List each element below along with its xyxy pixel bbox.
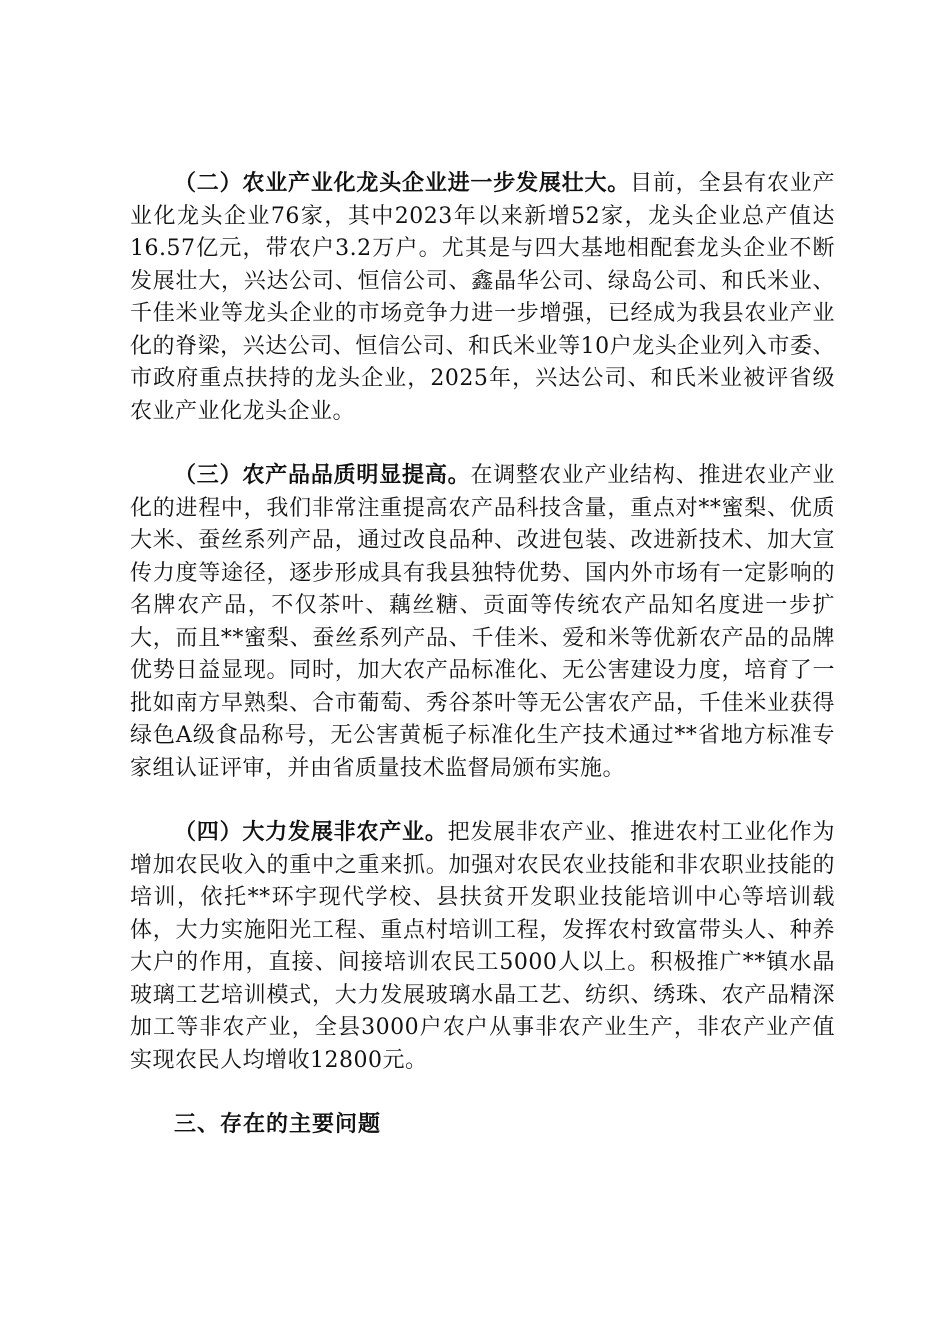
document-page (130, 168, 835, 1142)
paragraph-body: 把发展非农产业、推进农村工业化作为增加农民收入的重中之重来抓。加强对农民农业技能和非农职业技能的培训，依托**环宇现代学校、县扶贫开发职业技能培训中心等培训载体，大力实施阳光工程、重点村培训工程，发挥农村致富带头人、种养大户的作用，直接、间接培训农民工5000人以上。积极推广**镇水晶玻璃工艺培训模式，大力发展玻璃水晶工艺、纺织、绣珠、农产品精深加工等非农产业，全县3000户农户从事非农产业生产，非农产业产值实现农民人均增收12800元。 (130, 820, 835, 1073)
paragraph-heading: （二）农业产业化龙头企业进一步发展壮大。 (174, 171, 631, 196)
paragraph-leading-enterprises (130, 168, 835, 428)
paragraph-body: 在调整农业产业结构、推进农业产业化的进程中，我们非常注重提高农产品科技含量，重点对**蜜梨、优质大米、蚕丝系列产品，通过改良品种、改进包装、改进新技术、加大宣传力度等途径，逐步形成具有我县独特优势、国内外市场有一定影响的名牌农产品，不仅茶叶、藕丝糖、贡面等传统农产品知名度进一步扩大，而且**蜜梨、蚕丝系列产品、千佳米、爱和米等优新农产品的品牌优势日益显现。同时，加大农产品标准化、无公害建设力度，培育了一批如南方早熟梨、合市葡萄、秀谷茶叶等无公害农产品，千佳米业获得绿色A级食品称号，无公害黄栀子标准化生产技术通过**省地方标准专家组认证评审，并由省质量技术监督局颁布实施。 (130, 463, 835, 781)
paragraph-heading: （三）农产品品质明显提高。 (174, 463, 471, 488)
section-title: 三、存在的主要问题 (174, 1112, 382, 1137)
paragraph-body: 目前，全县有农业产业化龙头企业76家，其中2023年以来新增52家，龙头企业总产值达16.57亿元，带农户3.2万户。尤其是与四大基地相配套龙头企业不断发展壮大，兴达公司、恒信公司、鑫晶华公司、绿岛公司、和氏米业、千佳米业等龙头企业的市场竞争力进一步增强，已经成为我县农业产业化的脊梁，兴达公司、恒信公司、和氏米业等10户龙头企业列入市委、市政府重点扶持的龙头企业，2025年，兴达公司、和氏米业被评省级农业产业化龙头企业。 (130, 171, 835, 424)
paragraph-heading: （四）大力发展非农产业。 (174, 820, 448, 845)
paragraph-product-quality (130, 460, 835, 785)
paragraph-non-agricultural (130, 817, 835, 1077)
